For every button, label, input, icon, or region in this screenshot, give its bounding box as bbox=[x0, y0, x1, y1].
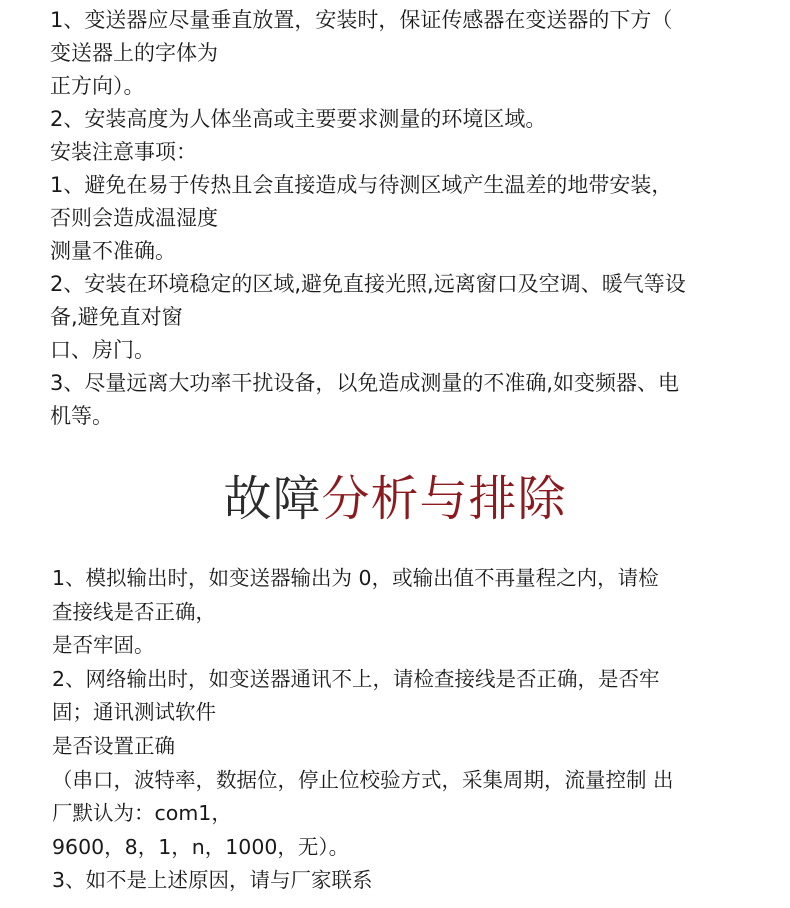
text-line: 1、模拟输出时，如变送器输出为 0，或输出值不再量程之内，请检 bbox=[52, 566, 659, 590]
text-line: 1、变送器应尽量垂直放置，安装时，保证传感器在变送器的下方（ bbox=[50, 8, 673, 32]
text-line: 是否设置正确 bbox=[52, 733, 175, 758]
text-line: 安装注意事项： bbox=[50, 140, 197, 164]
text-line: 是否牢固。 bbox=[52, 633, 155, 658]
text-line: 厂默认为：com1， bbox=[52, 801, 232, 826]
text-line: 口、房门。 bbox=[50, 338, 155, 362]
text-line: （串口，波特率，数据位，停止位校验方式，采集周期，流量控制 出 bbox=[52, 767, 674, 792]
text-line: 固；通讯测试软件 bbox=[52, 700, 216, 725]
text-line: 1、避免在易于传热且会直接造成与待测区域产生温差的地带安装， bbox=[50, 173, 673, 197]
text-line: 3、尽量远离大功率干扰设备，以免造成测量的不准确,如变频器、电 bbox=[50, 371, 680, 395]
text-line: 查接线是否正确， bbox=[52, 599, 216, 624]
installation-notes bbox=[50, 4, 780, 433]
text-line: 机等。 bbox=[50, 404, 113, 428]
troubleshooting-notes bbox=[52, 562, 782, 898]
text-line: 变送器上的字体为 bbox=[50, 41, 218, 65]
section-title-part1: 故障 bbox=[223, 471, 322, 527]
section-title-part2: 分析与排除 bbox=[321, 471, 567, 527]
text-line: 2、安装在环境稳定的区域,避免直接光照,远离窗口及空调、暖气等设 bbox=[50, 272, 686, 296]
text-line: 2、安装高度为人体坐高或主要要求测量的环境区域。 bbox=[50, 107, 547, 131]
text-line: 备,避免直对窗 bbox=[50, 305, 183, 329]
text-line: 测量不准确。 bbox=[50, 239, 176, 263]
text-line: 否则会造成温湿度 bbox=[50, 206, 218, 230]
text-line: 正方向）。 bbox=[50, 74, 145, 98]
text-line: 9600，8，1，n，1000，无）。 bbox=[52, 834, 350, 859]
text-line: 3、如不是上述原因，请与厂家联系 bbox=[52, 868, 373, 893]
text-line: 2、网络输出时，如变送器通讯不上，请检查接线是否正确，是否牢 bbox=[52, 666, 660, 691]
section-title bbox=[0, 468, 790, 530]
